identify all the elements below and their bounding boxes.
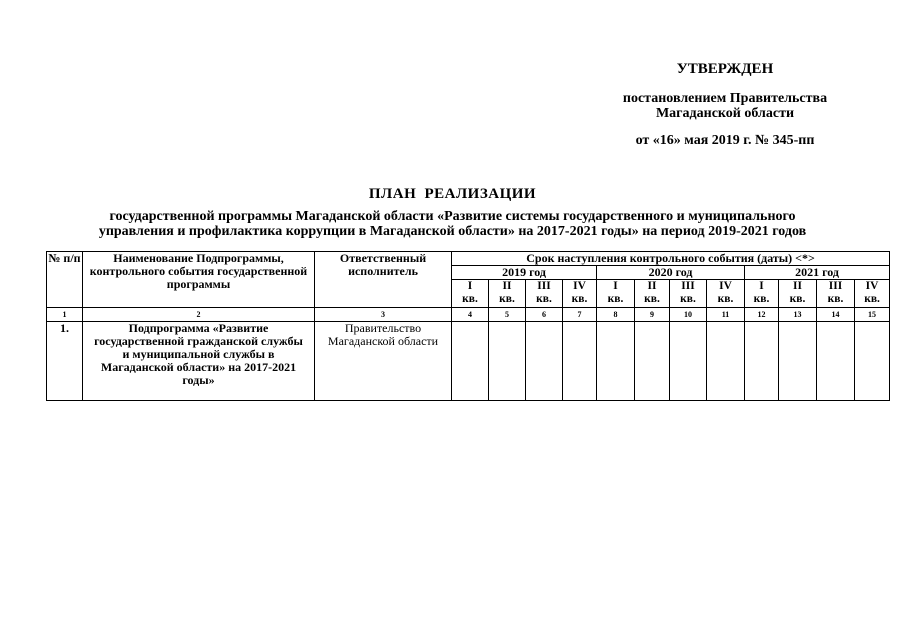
header-name: Наименование Подпрограммы, контрольного события государственной программы xyxy=(83,252,315,308)
column-number: 9 xyxy=(635,308,670,322)
plan-subtitle xyxy=(20,209,885,239)
column-number: 12 xyxy=(745,308,779,322)
quarter-header xyxy=(635,280,670,308)
quarter-header xyxy=(707,280,745,308)
quarter-cell xyxy=(526,322,563,401)
column-number: 2 xyxy=(83,308,315,322)
quarter-numeral: III xyxy=(828,280,843,292)
header-executor: Ответственный исполнитель xyxy=(315,252,452,308)
plan-subtitle-line-1: государственной программы Магаданской области «Развитие системы государственного и муниципального xyxy=(109,209,796,224)
row-name: Подпрограмма «Развитие государственной гражданской службы и муниципальной службы в Магаданской области» на 2017-2021 годы» xyxy=(83,322,315,401)
year-header: 2021 год xyxy=(745,266,890,280)
column-number: 4 xyxy=(452,308,489,322)
quarter-numeral: IV xyxy=(573,280,586,292)
column-number: 13 xyxy=(779,308,817,322)
quarter-numeral: III xyxy=(681,280,695,292)
column-number: 5 xyxy=(489,308,526,322)
quarter-suffix: кв. xyxy=(827,293,844,305)
header-deadline: Срок наступления контрольного события (даты) <*> xyxy=(452,252,890,266)
quarter-cell xyxy=(745,322,779,401)
quarter-numeral: II xyxy=(502,280,512,292)
quarter-numeral: I xyxy=(467,280,473,292)
quarter-numeral: II xyxy=(647,280,657,292)
quarter-cell xyxy=(452,322,489,401)
quarter-numeral: IV xyxy=(865,280,879,292)
table-row xyxy=(47,322,890,401)
quarter-header xyxy=(526,280,563,308)
quarter-numeral: III xyxy=(537,280,551,292)
quarter-header xyxy=(489,280,526,308)
quarter-suffix: кв. xyxy=(753,293,770,305)
quarter-cell xyxy=(489,322,526,401)
quarter-header xyxy=(597,280,635,308)
plan-subtitle-line-2: управления и профилактика коррупции в Магаданской области» на 2017-2021 годы» на период 2019-2021 годов xyxy=(98,224,807,239)
column-number: 1 xyxy=(47,308,83,322)
approval-title: УТВЕРЖДЕН xyxy=(676,61,774,77)
quarter-numeral: I xyxy=(759,280,764,292)
quarter-header xyxy=(452,280,489,308)
quarter-suffix: кв. xyxy=(462,293,478,305)
quarter-suffix: кв. xyxy=(607,293,624,305)
quarter-cell xyxy=(817,322,855,401)
quarter-cell xyxy=(635,322,670,401)
quarter-suffix: кв. xyxy=(644,293,660,305)
column-number: 11 xyxy=(707,308,745,322)
quarter-header xyxy=(779,280,817,308)
quarter-numeral: I xyxy=(613,280,618,292)
approval-date: от «16» мая 2019 г. № 345-пп xyxy=(635,133,815,148)
header-num: № п/п xyxy=(47,252,83,308)
quarter-suffix: кв. xyxy=(680,293,696,305)
column-number: 15 xyxy=(855,308,890,322)
quarter-numeral: II xyxy=(793,280,802,292)
quarter-suffix: кв. xyxy=(789,293,806,305)
quarter-suffix: кв. xyxy=(864,293,880,305)
quarter-header xyxy=(817,280,855,308)
column-number: 3 xyxy=(315,308,452,322)
year-header: 2019 год xyxy=(452,266,597,280)
quarter-numeral: IV xyxy=(719,280,732,292)
quarter-cell xyxy=(779,322,817,401)
approval-block xyxy=(600,62,850,148)
year-header: 2020 год xyxy=(597,266,745,280)
column-number: 6 xyxy=(526,308,563,322)
quarter-header xyxy=(670,280,707,308)
row-executor: Правительство Магаданской области xyxy=(315,322,452,401)
plan-table xyxy=(46,251,890,401)
quarter-header xyxy=(745,280,779,308)
row-num: 1. xyxy=(47,322,83,401)
quarter-header xyxy=(855,280,890,308)
quarter-header xyxy=(563,280,597,308)
column-number: 8 xyxy=(597,308,635,322)
quarter-cell xyxy=(707,322,745,401)
approval-line-2: Магаданской области xyxy=(655,106,795,121)
quarter-suffix: кв. xyxy=(571,293,588,305)
quarter-suffix: кв. xyxy=(536,293,552,305)
column-number: 14 xyxy=(817,308,855,322)
column-number: 10 xyxy=(670,308,707,322)
quarter-cell xyxy=(597,322,635,401)
column-number: 7 xyxy=(563,308,597,322)
quarter-cell xyxy=(563,322,597,401)
quarter-cell xyxy=(670,322,707,401)
approval-line-1: постановлением Правительства xyxy=(622,91,828,106)
quarter-suffix: кв. xyxy=(717,293,734,305)
quarter-cell xyxy=(855,322,890,401)
plan-title: ПЛАН РЕАЛИЗАЦИИ xyxy=(368,186,537,202)
quarter-suffix: кв. xyxy=(499,293,515,305)
